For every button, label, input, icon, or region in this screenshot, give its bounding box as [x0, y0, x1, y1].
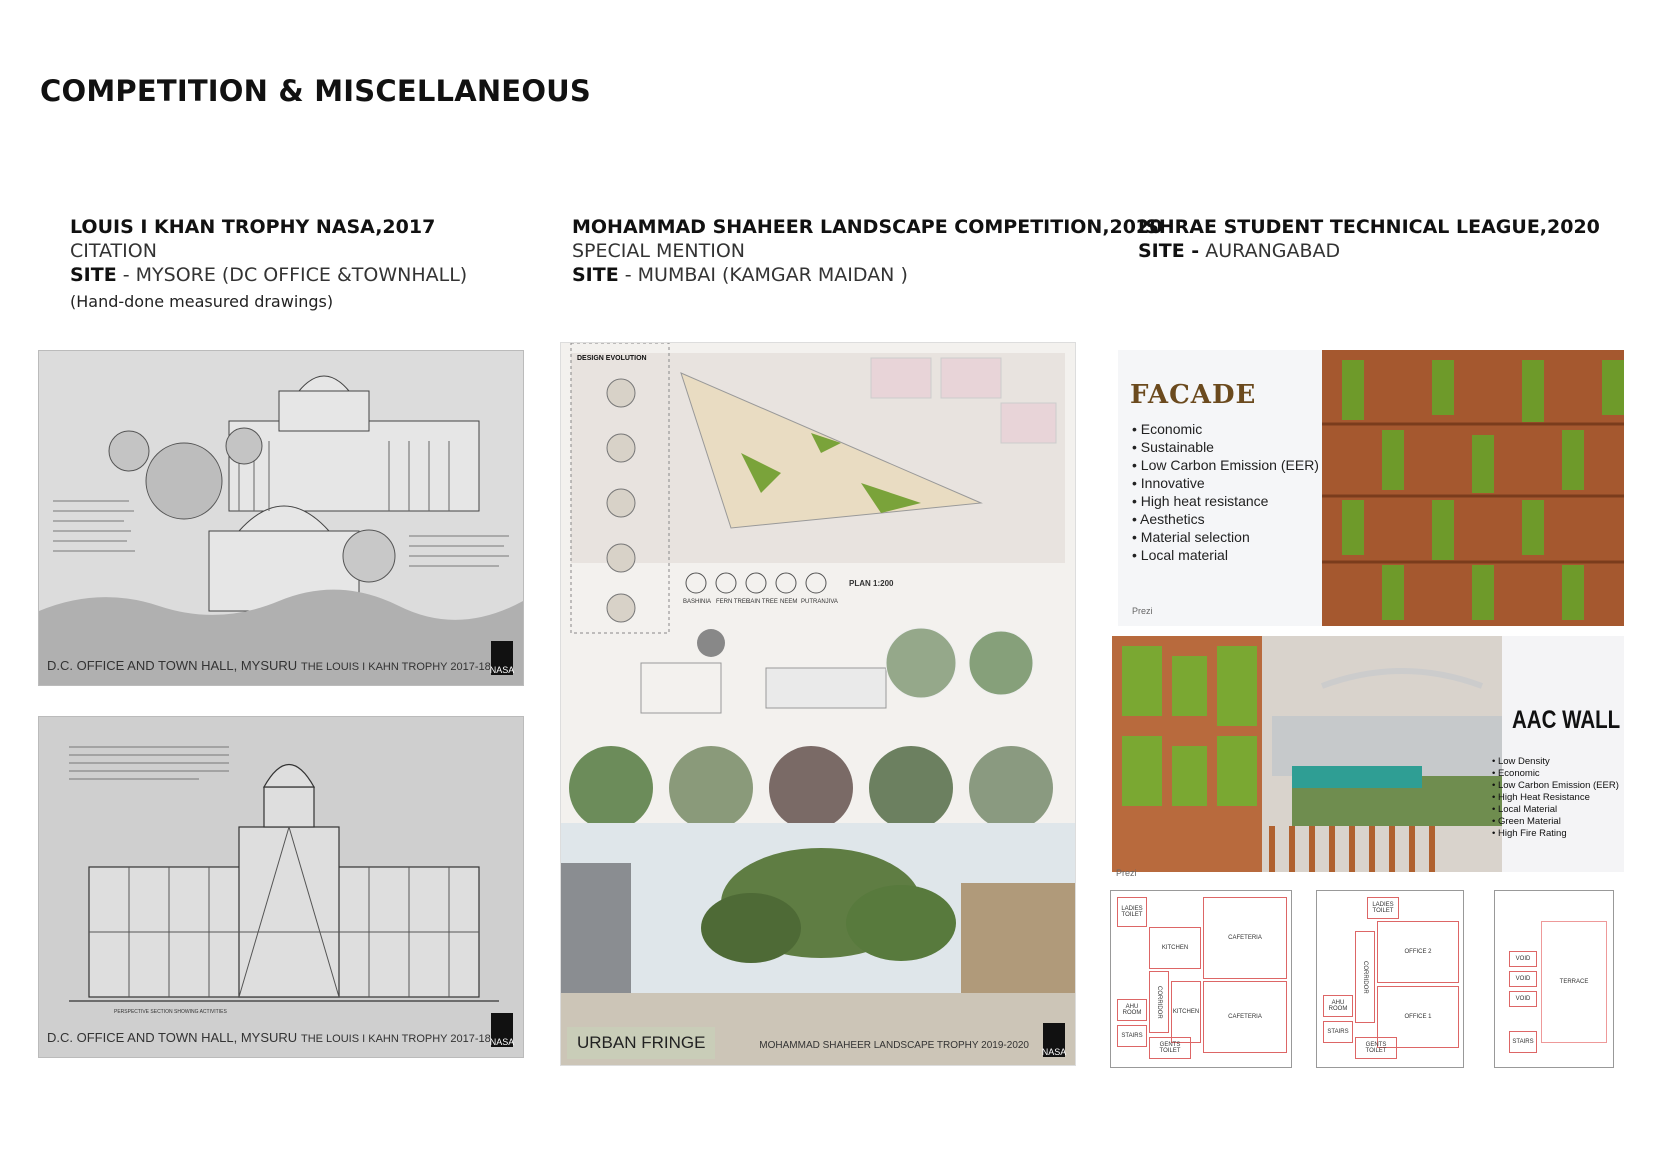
competition-title: MOHAMMAD SHAHEER LANDSCAPE COMPETITION,2020 — [572, 216, 1163, 238]
tree-label: NEEM — [780, 599, 798, 605]
room-cafeteria: CAFETERIA — [1203, 981, 1287, 1053]
floor-plan-ground — [1110, 890, 1292, 1068]
list-item: • High Fire Rating — [1492, 828, 1619, 840]
site-label: SITE - — [1138, 240, 1200, 262]
nasa-logo: NASA — [491, 1013, 513, 1047]
prezi-watermark: Prezi — [1116, 868, 1137, 878]
design-evolution-title: DESIGN EVOLUTION — [577, 355, 647, 362]
nasa-logo: NASA — [1043, 1023, 1065, 1057]
list-item: • Low Carbon Emission (EER) — [1132, 456, 1319, 474]
header-shaheer — [572, 216, 1162, 286]
room-corridor: CORRIDOR — [1149, 971, 1169, 1033]
list-item: • Low Density — [1492, 756, 1619, 768]
sheet-caption-trophy: THE LOUIS I KAHN TROPHY 2017-18 — [301, 661, 491, 673]
site-line — [572, 264, 1162, 286]
list-item: • Economic — [1492, 768, 1619, 780]
site-line — [1138, 240, 1600, 262]
democracy-sketch-illustration — [39, 351, 523, 685]
facade-title: FACADE — [1130, 380, 1257, 410]
aac-wall-render-illustration — [1112, 636, 1502, 872]
list-item: • Low Carbon Emission (EER) — [1492, 780, 1619, 792]
plan-label — [849, 579, 893, 588]
competition-title: LOUIS I KHAN TROPHY NASA,2017 — [70, 216, 436, 238]
nasa-logo: NASA — [491, 641, 513, 675]
room-ladies-toilet: LADIES TOILET — [1117, 897, 1147, 927]
list-item: • Economic — [1132, 420, 1319, 438]
room-ladies-toilet: LADIES TOILET — [1367, 897, 1399, 919]
site-value: - MUMBAI (KAMGAR MAIDAN ) — [618, 264, 908, 286]
board-footer: MOHAMMAD SHAHEER LANDSCAPE TROPHY 2019-2020 — [759, 1040, 1029, 1051]
room-void: VOID — [1509, 971, 1537, 987]
section-label: PERSPECTIVE SECTION SHOWING ACTIVITIES — [114, 1009, 227, 1015]
room-office-2: OFFICE 2 — [1377, 921, 1459, 983]
header-ishrae — [1138, 216, 1600, 262]
list-item: • High heat resistance — [1132, 492, 1319, 510]
room-ahu: AHU ROOM — [1117, 999, 1147, 1021]
award-text: SPECIAL MENTION — [572, 240, 746, 262]
tree-label: FERN TREE — [716, 599, 750, 605]
site-value: AURANGABAD — [1199, 240, 1341, 262]
perspective-section-illustration — [39, 717, 523, 1057]
room-gents-toilet: GENTS TOILET — [1355, 1037, 1397, 1059]
list-item: • High Heat Resistance — [1492, 792, 1619, 804]
aac-wall-panel — [1112, 636, 1624, 878]
landscape-competition-board — [560, 342, 1076, 1066]
sheet-section-drawing — [38, 716, 524, 1058]
room-stairs: STAIRS — [1509, 1031, 1537, 1053]
tree-label: BASHINIA — [683, 599, 712, 605]
room-stairs: STAIRS — [1117, 1025, 1147, 1047]
room-kitchen: KITCHEN — [1149, 927, 1201, 969]
room-office-1: OFFICE 1 — [1377, 986, 1459, 1048]
prezi-watermark: Prezi — [1132, 606, 1153, 616]
room-cafeteria: CAFETERIA — [1203, 897, 1287, 979]
facade-render-illustration — [1322, 350, 1624, 626]
list-item: • Green Material — [1492, 816, 1619, 828]
sheet-caption: D.C. OFFICE AND TOWN HALL, MYSURU — [47, 1030, 298, 1045]
header-louis-khan — [70, 216, 467, 311]
floor-plan-first — [1316, 890, 1464, 1068]
site-label: SITE — [572, 264, 619, 286]
page-title: COMPETITION & MISCELLANEOUS — [40, 74, 592, 108]
list-item: • Local Material — [1492, 804, 1619, 816]
sheet-caption: D.C. OFFICE AND TOWN HALL, MYSURU — [47, 658, 298, 673]
plan-scale: 1:200 — [873, 579, 894, 588]
site-label: SITE — [70, 264, 117, 286]
room-gents-toilet: GENTS TOILET — [1149, 1037, 1191, 1059]
site-value: - MYSORE (DC OFFICE &TOWNHALL) — [116, 264, 468, 286]
tree-label: PUTRANJIVA — [801, 599, 838, 605]
room-void: VOID — [1509, 991, 1537, 1007]
facade-panel — [1118, 350, 1624, 626]
room-stairs: STAIRS — [1323, 1021, 1353, 1043]
room-corridor: CORRIDOR — [1355, 931, 1375, 1023]
floor-plan-terrace — [1494, 890, 1614, 1068]
competition-title: ISHRAE STUDENT TECHNICAL LEAGUE,2020 — [1138, 216, 1600, 238]
landscape-board-illustration — [561, 343, 1075, 1065]
award-text: CITATION — [70, 240, 157, 262]
room-terrace: TERRACE — [1541, 921, 1607, 1043]
tree-label: RAIN TREE — [746, 599, 778, 605]
aac-wall-title: AAC WALL — [1512, 706, 1621, 734]
note-text: (Hand-done measured drawings) — [70, 292, 334, 311]
site-line — [70, 264, 467, 286]
list-item: • Local material — [1132, 546, 1319, 564]
room-void: VOID — [1509, 951, 1537, 967]
list-item: • Innovative — [1132, 474, 1319, 492]
room-kitchen: KITCHEN — [1171, 981, 1201, 1043]
list-item: • Sustainable — [1132, 438, 1319, 456]
aac-feature-list — [1492, 756, 1619, 840]
board-label: URBAN FRINGE — [567, 1027, 715, 1059]
facade-feature-list — [1132, 420, 1319, 564]
list-item: • Aesthetics — [1132, 510, 1319, 528]
room-ahu: AHU ROOM — [1323, 995, 1353, 1017]
list-item: • Material selection — [1132, 528, 1319, 546]
sheet-democracy-drawing — [38, 350, 524, 686]
sheet-caption-trophy: THE LOUIS I KAHN TROPHY 2017-18 — [301, 1033, 491, 1045]
plan-label-text: PLAN — [849, 579, 871, 588]
